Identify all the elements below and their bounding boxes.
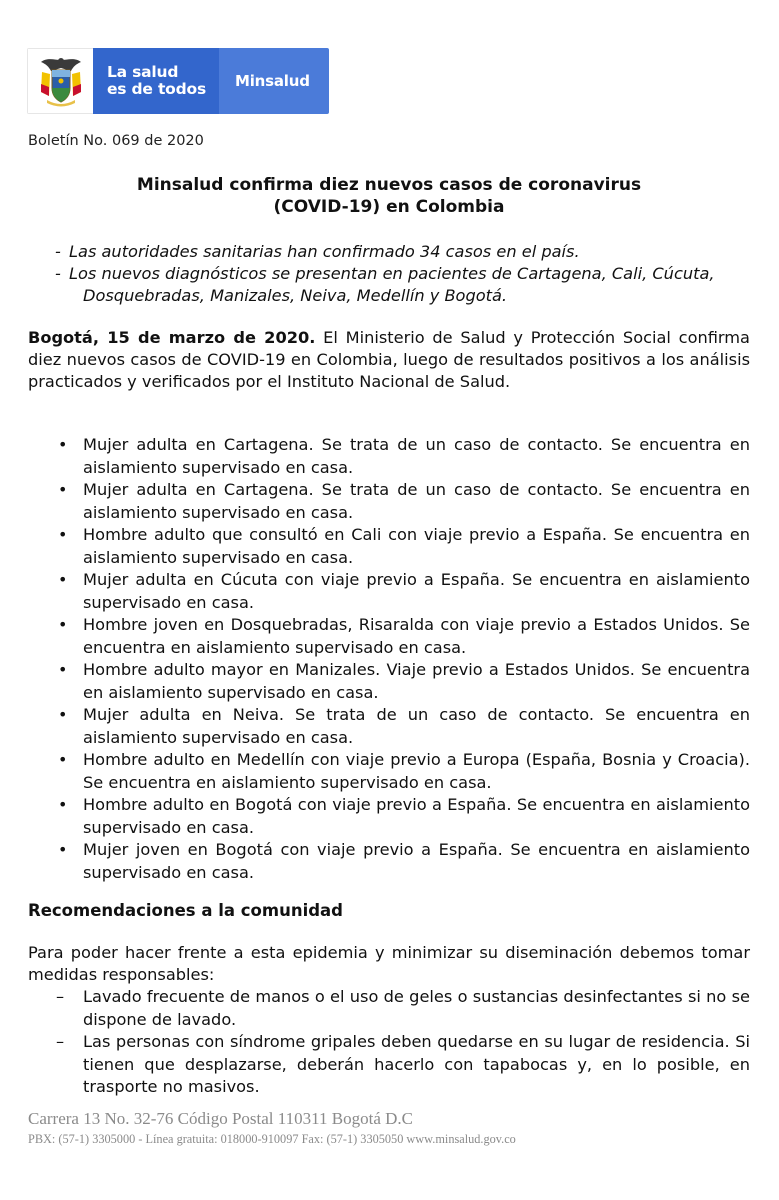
recommendations-list: [28, 986, 750, 1099]
bulletin-number: Boletín No. 069 de 2020: [28, 133, 204, 149]
list-item: • Hombre adulto en Medellín con viaje previo a Europa (España, Bosnia y Croacia). Se encuentra en aislamiento supervisado en casa.: [58, 750, 750, 792]
list-item: • Mujer adulta en Neiva. Se trata de un caso de contacto. Se encuentra en aislamiento supervisado en casa.: [58, 705, 750, 747]
intro-text: El Ministerio de Salud y Protección Social confirma diez nuevos casos de COVID-19 en Colombia, luego de resultados positivos a los análisis practicados y verificados por el Instituto Nacional de Salud.: [28, 328, 750, 391]
coat-of-arms-icon: [27, 48, 93, 114]
logo-slogan-line2: es de todos: [107, 80, 206, 98]
intro-paragraph: [28, 327, 750, 393]
dateline: Bogotá, 15 de marzo de 2020.: [28, 328, 316, 347]
footer-contact: PBX: (57-1) 3305000 - Línea gratuita: 018000-910097 Fax: (57-1) 3305050 www.minsalud.gov.co: [28, 1132, 516, 1146]
highlight-item: - Los nuevos diagnósticos se presentan en pacientes de Cartagena, Cali, Cúcuta, Dosquebradas, Manizales, Neiva, Medellín y Bogotá.: [55, 264, 715, 305]
highlights-list: [55, 241, 755, 307]
list-item: • Mujer joven en Bogotá con viaje previo a España. Se encuentra en aislamiento supervisado en casa.: [58, 840, 750, 882]
list-item: • Mujer adulta en Cúcuta con viaje previo a España. Se encuentra en aislamiento supervisado en casa.: [58, 570, 750, 612]
list-item: – Las personas con síndrome gripales deben quedarse en su lugar de residencia. Si tienen que desplazarse, deberán hacerlo con tapabocas y, en lo posible, en trasporte no masivos.: [56, 1032, 750, 1096]
recommendations-heading: Recomendaciones a la comunidad: [28, 901, 343, 920]
list-item: • Mujer adulta en Cartagena. Se trata de un caso de contacto. Se encuentra en aislamiento supervisado en casa.: [58, 480, 750, 522]
minsalud-logo: [27, 48, 329, 114]
list-item: • Hombre joven en Dosquebradas, Risaralda con viaje previo a Estados Unidos. Se encuentra en aislamiento supervisado en casa.: [58, 615, 750, 657]
title-line1: Minsalud confirma diez nuevos casos de coronavirus: [136, 175, 642, 195]
recommendations-intro: Para poder hacer frente a esta epidemia y minimizar su diseminación debemos tomar medidas responsables:: [28, 943, 750, 984]
title-line2: (COVID-19) en Colombia: [273, 197, 505, 217]
page-title: [28, 174, 750, 218]
logo-minsalud: Minsalud: [219, 48, 329, 114]
highlight-item: - Las autoridades sanitarias han confirmado 34 casos en el país.: [55, 242, 580, 261]
cases-list: [28, 434, 750, 884]
logo-slogan: [93, 48, 219, 114]
list-item: • Hombre adulto mayor en Manizales. Viaje previo a Estados Unidos. Se encuentra en aislamiento supervisado en casa.: [58, 660, 750, 702]
logo-slogan-line1: La salud: [107, 63, 179, 81]
list-item: • Hombre adulto en Bogotá con viaje previo a España. Se encuentra en aislamiento supervisado en casa.: [58, 795, 750, 837]
list-item: – Lavado frecuente de manos o el uso de geles o sustancias desinfectantes si no se dispone de lavado.: [56, 987, 750, 1029]
list-item: • Mujer adulta en Cartagena. Se trata de un caso de contacto. Se encuentra en aislamiento supervisado en casa.: [58, 435, 750, 477]
list-item: • Hombre adulto que consultó en Cali con viaje previo a España. Se encuentra en aislamiento supervisado en casa.: [58, 525, 750, 567]
footer-address: Carrera 13 No. 32-76 Código Postal 110311 Bogotá D.C: [28, 1109, 413, 1128]
